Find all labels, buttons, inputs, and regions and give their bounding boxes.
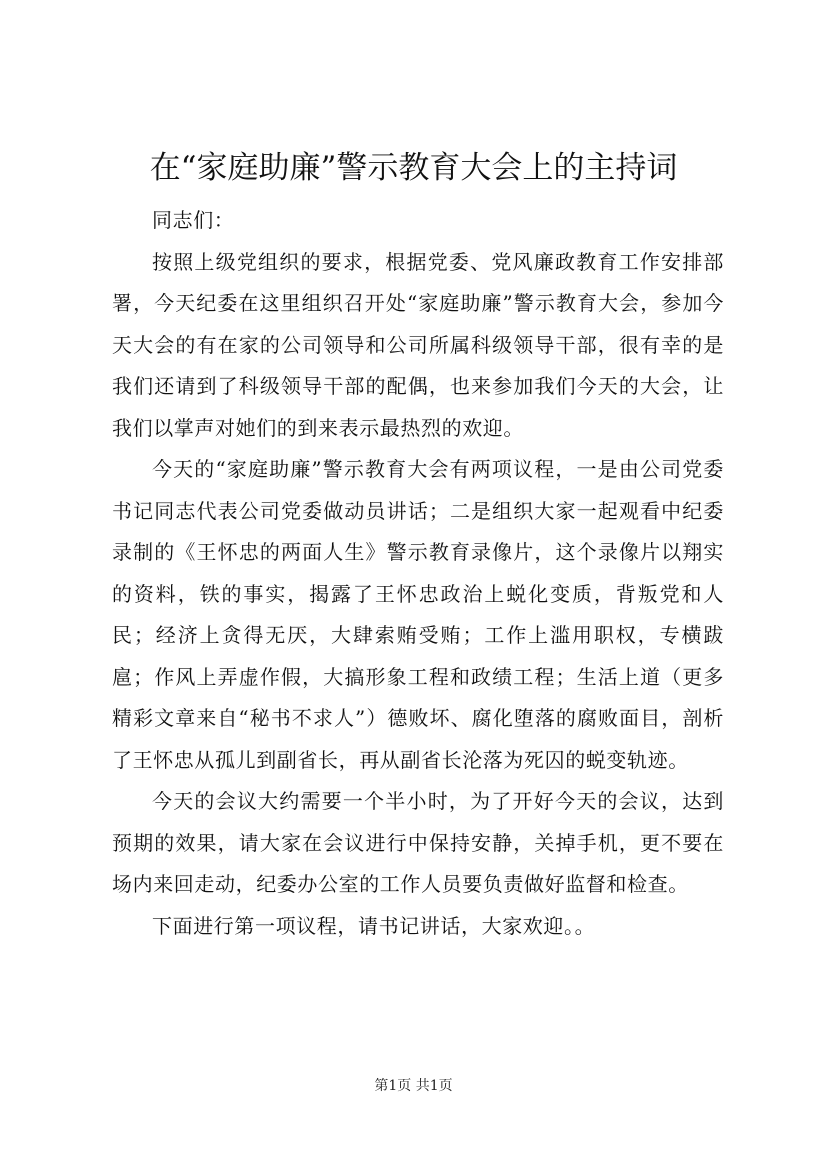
body-paragraph-4: 下面进行第一项议程，请书记讲话，大家欢迎。。: [152, 913, 596, 938]
body-paragraph-1: 按照上级党组织的要求，根据党委、党风廉政教育工作安排部署，今天纪委在这里组织召开处“家庭助廉”警示教育大会，参加今天大会的有在家的公司领导和公司所属科级领导干部，很有幸的是我们还请到了科级领导干部的配偶，也来参加我们今天的大会，让我们以掌声对她们的到来表示最热烈的欢迎。: [112, 249, 724, 440]
document-body: [112, 200, 724, 947]
salutation-paragraph: 同志们：: [152, 208, 235, 232]
body-paragraph-2: 今天的“家庭助廉”警示教育大会有两项议程，一是由公司党委书记同志代表公司党委做动员讲话；二是组织大家一起观看中纪委录制的《王怀忠的两面人生》警示教育录像片，这个录像片以翔实的资料，铁的事实，揭露了王怀忠政治上蜕化变质，背叛党和人民；经济上贪得无厌，大肆索贿受贿；工作上滥用职权，专横跋扈；作风上弄虚作假，大搞形象工程和政绩工程；生活上道（更多精彩文章来自“秘书不求人”）德败坏、腐化堕落的腐败面目，剖析了王怀忠从孤儿到副省长，再从副省长沦落为死囚的蜕变轨迹。: [112, 457, 724, 772]
document-title: 在“家庭助廉”警示教育大会上的主持词: [149, 150, 678, 186]
body-paragraph-3: 今天的会议大约需要一个半小时，为了开好今天的会议，达到预期的效果，请大家在会议进行中保持安静，关掉手机，更不要在场内来回走动，纪委办公室的工作人员要负责做好监督和检查。: [112, 789, 724, 896]
page-number-footer: 第1页 共1页: [374, 1078, 453, 1094]
